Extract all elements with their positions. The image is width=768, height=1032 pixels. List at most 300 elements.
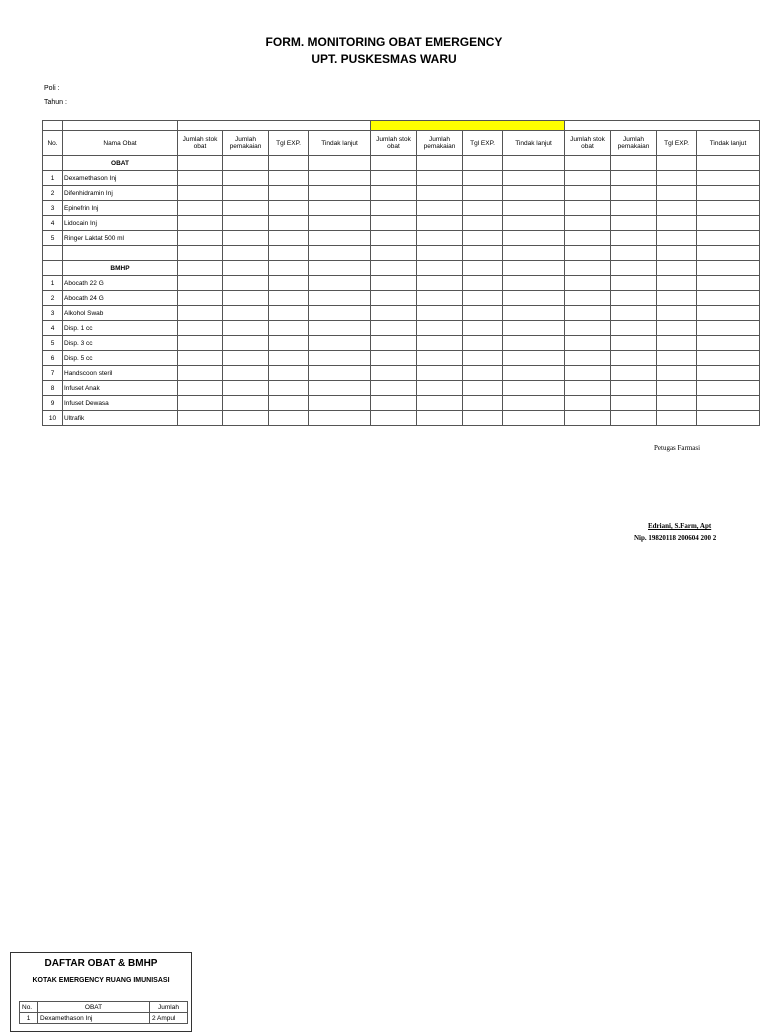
empty-cell (417, 276, 463, 291)
empty-cell (565, 366, 611, 381)
group-3-header (565, 121, 760, 131)
empty-cell (223, 351, 269, 366)
empty-cell (223, 291, 269, 306)
empty-cell (611, 411, 657, 426)
empty-cell (223, 246, 269, 261)
table-row (43, 276, 760, 291)
empty-cell (269, 231, 309, 246)
empty-cell (463, 351, 503, 366)
empty-cell (657, 276, 697, 291)
col-tindak-header: Tindak lanjut (697, 131, 760, 156)
empty-cell (371, 186, 417, 201)
empty-cell (371, 156, 417, 171)
empty-cell (657, 186, 697, 201)
empty-cell (178, 366, 223, 381)
empty-cell (565, 231, 611, 246)
empty-cell (657, 291, 697, 306)
item-name: Disp. 5 cc (63, 351, 178, 366)
empty-cell (269, 261, 309, 276)
group-1-header (178, 121, 371, 131)
empty-cell (611, 201, 657, 216)
table-row (43, 171, 760, 186)
item-name: Abocath 22 G (63, 276, 178, 291)
empty-cell (565, 411, 611, 426)
empty-cell (63, 246, 178, 261)
table-row (43, 321, 760, 336)
empty-cell (371, 366, 417, 381)
table-row (43, 351, 760, 366)
table-row (43, 336, 760, 351)
empty-cell (309, 306, 371, 321)
row-number: 4 (43, 216, 63, 231)
row-number: 3 (43, 306, 63, 321)
item-name: Disp. 1 cc (63, 321, 178, 336)
empty-cell (463, 306, 503, 321)
empty-cell (463, 231, 503, 246)
section-label: BMHP (63, 261, 178, 276)
empty-cell (371, 201, 417, 216)
kit-list-header-row (20, 1002, 188, 1013)
empty-cell (565, 306, 611, 321)
row-number: 8 (43, 381, 63, 396)
empty-cell (223, 156, 269, 171)
empty-cell (269, 291, 309, 306)
col-tindak-header: Tindak lanjut (503, 131, 565, 156)
empty-cell (178, 291, 223, 306)
empty-cell (611, 276, 657, 291)
empty-cell (223, 231, 269, 246)
empty-cell (269, 156, 309, 171)
empty-cell (178, 396, 223, 411)
col-stok-header: Jumlah stok obat (565, 131, 611, 156)
empty-cell (565, 171, 611, 186)
empty-cell (269, 306, 309, 321)
empty-cell (463, 291, 503, 306)
empty-cell (503, 246, 565, 261)
empty-cell (417, 261, 463, 276)
empty-cell (371, 216, 417, 231)
col-exp-header: Tgl EXP. (463, 131, 503, 156)
row-number: 1 (43, 171, 63, 186)
empty-cell (178, 231, 223, 246)
empty-cell (309, 351, 371, 366)
empty-cell (657, 201, 697, 216)
empty-cell (178, 246, 223, 261)
empty-cell (309, 366, 371, 381)
empty-cell (269, 201, 309, 216)
row-number: 5 (43, 336, 63, 351)
empty-cell (503, 186, 565, 201)
empty-cell (371, 231, 417, 246)
empty-cell (417, 381, 463, 396)
empty-cell (371, 351, 417, 366)
empty-cell (417, 291, 463, 306)
empty-cell (565, 276, 611, 291)
empty-cell (697, 261, 760, 276)
empty-cell (657, 321, 697, 336)
empty-cell (657, 366, 697, 381)
empty-cell (657, 411, 697, 426)
empty-cell (178, 276, 223, 291)
empty-cell (697, 246, 760, 261)
item-name: Disp. 3 cc (63, 336, 178, 351)
empty-cell (503, 411, 565, 426)
empty-cell (417, 336, 463, 351)
empty-cell (611, 396, 657, 411)
empty-cell (417, 156, 463, 171)
empty-cell (697, 336, 760, 351)
col-exp-header: Tgl EXP. (269, 131, 309, 156)
empty-cell (611, 351, 657, 366)
empty-cell (178, 171, 223, 186)
empty-cell (503, 336, 565, 351)
empty-cell (309, 201, 371, 216)
empty-cell (417, 246, 463, 261)
empty-cell (657, 261, 697, 276)
empty-cell (657, 246, 697, 261)
empty-cell (657, 216, 697, 231)
empty-cell (657, 171, 697, 186)
empty-cell (697, 396, 760, 411)
empty-cell (178, 261, 223, 276)
empty-cell (178, 321, 223, 336)
empty-cell (223, 396, 269, 411)
empty-cell (503, 351, 565, 366)
empty-cell (223, 366, 269, 381)
empty-cell (309, 186, 371, 201)
form-subtitle: UPT. PUSKESMAS WARU (311, 52, 457, 66)
empty-cell (463, 366, 503, 381)
empty-cell (657, 351, 697, 366)
table-row (43, 291, 760, 306)
empty-cell (611, 171, 657, 186)
col-pemakaian-header: Jumlah pemakaian (417, 131, 463, 156)
empty-cell (503, 201, 565, 216)
empty-cell (223, 186, 269, 201)
item-name: Lidocain Inj (63, 216, 178, 231)
empty-cell (565, 246, 611, 261)
empty-cell (697, 156, 760, 171)
empty-cell (565, 156, 611, 171)
empty-cell (178, 411, 223, 426)
empty-cell (503, 291, 565, 306)
empty-cell (371, 336, 417, 351)
item-name: Ultrafik (63, 411, 178, 426)
empty-cell (503, 381, 565, 396)
row-number: 5 (43, 231, 63, 246)
empty-cell (611, 366, 657, 381)
empty-cell (697, 171, 760, 186)
empty-cell (463, 381, 503, 396)
item-name: Epinefrin Inj (63, 201, 178, 216)
signature-nip: Nip. 19820118 200604 200 2 (634, 534, 717, 542)
col-tindak-header: Tindak lanjut (309, 131, 371, 156)
empty-cell (178, 186, 223, 201)
blank-row (43, 246, 760, 261)
kit-row-jumlah: 2 Ampul (150, 1013, 188, 1024)
empty-cell (309, 321, 371, 336)
empty-cell (503, 171, 565, 186)
empty-cell (697, 351, 760, 366)
empty-cell (223, 171, 269, 186)
empty-cell (178, 306, 223, 321)
empty-cell (503, 321, 565, 336)
empty-cell (697, 186, 760, 201)
empty-cell (657, 156, 697, 171)
empty-cell (371, 276, 417, 291)
empty-cell (269, 171, 309, 186)
empty-cell (223, 201, 269, 216)
empty-cell (417, 321, 463, 336)
empty-cell (309, 336, 371, 351)
empty-cell (371, 261, 417, 276)
empty-cell (371, 171, 417, 186)
empty-cell (309, 381, 371, 396)
empty-cell (697, 276, 760, 291)
empty-cell (463, 171, 503, 186)
table-row (43, 381, 760, 396)
empty-cell (565, 261, 611, 276)
item-name: Handscoon steril (63, 366, 178, 381)
empty-cell (269, 366, 309, 381)
kit-col-jumlah: Jumlah (150, 1002, 188, 1013)
empty-cell (565, 186, 611, 201)
empty-cell (657, 306, 697, 321)
item-name: Dexamethason Inj (63, 171, 178, 186)
table-row (43, 216, 760, 231)
empty-cell (43, 261, 63, 276)
empty-cell (269, 276, 309, 291)
item-name: Ringer Laktat 500 ml (63, 231, 178, 246)
table-row (43, 231, 760, 246)
emergency-kit-list-box (10, 952, 192, 1032)
empty-cell (223, 216, 269, 231)
section-row-bmhp (43, 261, 760, 276)
empty-cell (697, 231, 760, 246)
empty-cell (269, 186, 309, 201)
empty-cell (223, 381, 269, 396)
table-row (43, 201, 760, 216)
empty-cell (178, 351, 223, 366)
empty-cell (611, 336, 657, 351)
table-row (43, 366, 760, 381)
item-name: Alkohol Swab (63, 306, 178, 321)
empty-cell (565, 291, 611, 306)
empty-cell (371, 411, 417, 426)
empty-cell (503, 231, 565, 246)
section-row-obat (43, 156, 760, 171)
empty-cell (223, 306, 269, 321)
empty-cell (371, 396, 417, 411)
empty-cell (503, 366, 565, 381)
table-row (43, 186, 760, 201)
empty-cell (417, 411, 463, 426)
empty-cell (463, 216, 503, 231)
empty-cell (611, 186, 657, 201)
empty-cell (223, 336, 269, 351)
empty-cell (463, 411, 503, 426)
row-number: 4 (43, 321, 63, 336)
empty-cell (269, 321, 309, 336)
empty-cell (463, 321, 503, 336)
empty-cell (697, 201, 760, 216)
empty-cell (371, 321, 417, 336)
empty-cell (178, 381, 223, 396)
empty-cell (657, 336, 697, 351)
row-number: 2 (43, 186, 63, 201)
empty-cell (417, 201, 463, 216)
col-pemakaian-header: Jumlah pemakaian (611, 131, 657, 156)
empty-cell (309, 216, 371, 231)
table-row (43, 411, 760, 426)
empty-cell (565, 381, 611, 396)
empty-cell (611, 216, 657, 231)
empty-cell (503, 261, 565, 276)
kit-col-no: No. (20, 1002, 38, 1013)
row-number: 3 (43, 201, 63, 216)
empty-cell (503, 396, 565, 411)
col-pemakaian-header: Jumlah pemakaian (223, 131, 269, 156)
empty-cell (309, 291, 371, 306)
empty-cell (697, 321, 760, 336)
empty-cell (657, 396, 697, 411)
empty-cell (417, 186, 463, 201)
empty-cell (565, 351, 611, 366)
item-name: Infuset Anak (63, 381, 178, 396)
empty-cell (269, 351, 309, 366)
empty-cell (503, 276, 565, 291)
signature-name: Edriani, S.Farm, Apt (648, 522, 712, 530)
empty-cell (309, 171, 371, 186)
empty-cell (697, 291, 760, 306)
item-name: Abocath 24 G (63, 291, 178, 306)
empty-cell (611, 291, 657, 306)
empty-cell (463, 276, 503, 291)
empty-cell (417, 396, 463, 411)
group-2-header-highlighted (371, 121, 565, 131)
empty-cell (309, 231, 371, 246)
group-header-row (43, 121, 760, 131)
col-nama-header: Nama Obat (63, 131, 178, 156)
empty-cell (463, 336, 503, 351)
empty-cell (611, 231, 657, 246)
row-number: 2 (43, 291, 63, 306)
row-number: 10 (43, 411, 63, 426)
empty-cell (269, 216, 309, 231)
empty-cell (417, 171, 463, 186)
empty-cell (371, 291, 417, 306)
poli-label: Poli : (44, 85, 60, 92)
item-name: Difenhidramin Inj (63, 186, 178, 201)
section-label: OBAT (63, 156, 178, 171)
empty-cell (697, 411, 760, 426)
empty-cell (565, 216, 611, 231)
empty-cell (697, 381, 760, 396)
empty-cell (611, 321, 657, 336)
empty-cell (657, 381, 697, 396)
monitoring-table (42, 120, 760, 426)
empty-cell (463, 246, 503, 261)
kit-row-obat: Dexamethason Inj (38, 1013, 150, 1024)
col-stok-header: Jumlah stok obat (371, 131, 417, 156)
empty-cell (309, 246, 371, 261)
empty-cell (611, 156, 657, 171)
row-number: 7 (43, 366, 63, 381)
empty-cell (463, 201, 503, 216)
kit-list-row (20, 1013, 188, 1024)
empty-cell (178, 156, 223, 171)
kit-col-obat: OBAT (38, 1002, 150, 1013)
empty-cell (371, 246, 417, 261)
empty-cell (697, 366, 760, 381)
row-number: 9 (43, 396, 63, 411)
empty-cell (611, 306, 657, 321)
tahun-label: Tahun : (44, 99, 67, 106)
empty-cell (309, 396, 371, 411)
item-name: Infuset Dewasa (63, 396, 178, 411)
empty-cell (417, 306, 463, 321)
empty-cell (223, 411, 269, 426)
box-title: DAFTAR OBAT & BMHP (44, 958, 158, 969)
row-number: 1 (43, 276, 63, 291)
empty-cell (565, 336, 611, 351)
box-subtitle: KOTAK EMERGENCY RUANG IMUNISASI (32, 977, 170, 984)
empty-cell (657, 231, 697, 246)
empty-cell (565, 396, 611, 411)
empty-cell (269, 381, 309, 396)
empty-cell (565, 321, 611, 336)
empty-cell (503, 216, 565, 231)
table-row (43, 306, 760, 321)
empty-cell (223, 321, 269, 336)
empty-cell (269, 246, 309, 261)
empty-cell (223, 261, 269, 276)
empty-cell (463, 156, 503, 171)
empty-cell (697, 216, 760, 231)
empty-cell (309, 261, 371, 276)
table-row (43, 396, 760, 411)
empty-cell (309, 411, 371, 426)
empty-cell (269, 396, 309, 411)
empty-cell (463, 186, 503, 201)
empty-cell (503, 156, 565, 171)
col-stok-header: Jumlah stok obat (178, 131, 223, 156)
empty-cell (463, 261, 503, 276)
empty-cell (43, 156, 63, 171)
empty-cell (463, 396, 503, 411)
empty-cell (178, 201, 223, 216)
empty-cell (223, 276, 269, 291)
column-header-row (43, 131, 760, 156)
empty-cell (371, 381, 417, 396)
empty-cell (309, 156, 371, 171)
signature-role: Petugas Farmasi (654, 444, 701, 452)
empty-cell (417, 351, 463, 366)
empty-cell (503, 306, 565, 321)
empty-cell (178, 216, 223, 231)
empty-cell (178, 336, 223, 351)
empty-cell (269, 336, 309, 351)
empty-cell (565, 201, 611, 216)
form-title: FORM. MONITORING OBAT EMERGENCY (265, 35, 503, 49)
kit-row-number: 1 (20, 1013, 38, 1024)
empty-cell (309, 276, 371, 291)
col-exp-header: Tgl EXP. (657, 131, 697, 156)
kit-list-table (19, 1001, 188, 1024)
empty-cell (697, 306, 760, 321)
empty-cell (611, 381, 657, 396)
row-number: 6 (43, 351, 63, 366)
